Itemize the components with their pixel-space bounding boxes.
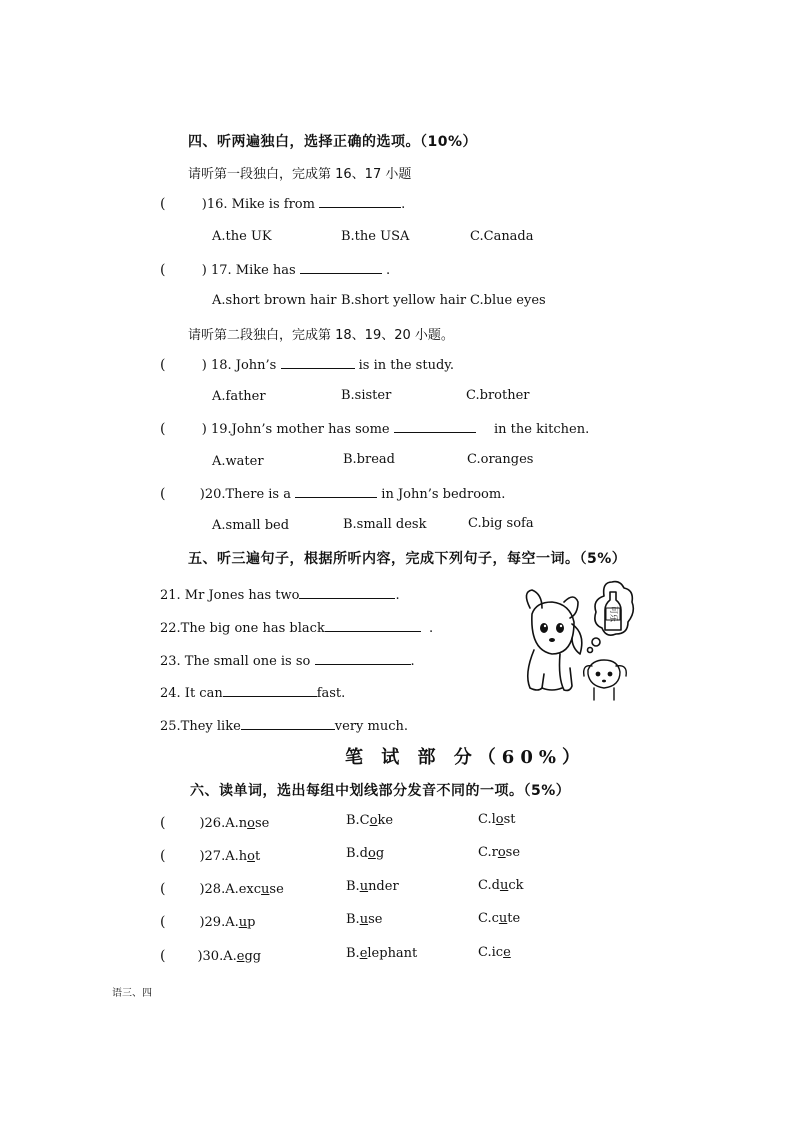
phonics-row-27: ( )27.A.hot bbox=[160, 848, 261, 864]
phonics-row-28: ( )28.A.excuse bbox=[160, 881, 284, 897]
phonics-28c: C.duck bbox=[478, 878, 524, 893]
option-17a: A.short brown hair bbox=[212, 293, 337, 308]
phonics-27b: B.dog bbox=[346, 846, 385, 861]
option-16a: A.the UK bbox=[212, 229, 272, 244]
phonics-29c: C.cute bbox=[478, 911, 521, 926]
phonics-26b: B.Coke bbox=[346, 813, 394, 828]
answer-blank[interactable] bbox=[394, 420, 476, 433]
answer-blank[interactable] bbox=[319, 195, 401, 208]
option-19b: B.bread bbox=[343, 452, 395, 467]
phonics-28b: B.under bbox=[346, 879, 399, 894]
page-footer: 语三、四 bbox=[112, 988, 152, 999]
answer-blank[interactable] bbox=[315, 652, 411, 665]
option-17c: C.blue eyes bbox=[470, 293, 546, 308]
phonics-27c: C.rose bbox=[478, 845, 521, 860]
option-18c: C.brother bbox=[466, 388, 530, 403]
option-18a: A.father bbox=[212, 389, 266, 404]
dog-illustration bbox=[512, 578, 642, 710]
section5-title: 五、听三遍句子，根据所听内容，完成下列句子，每空一词。（5%） bbox=[188, 551, 627, 567]
answer-blank[interactable] bbox=[281, 356, 355, 369]
option-20c: C.big sofa bbox=[468, 516, 534, 531]
phonics-row-26: ( )26.A.nose bbox=[160, 815, 270, 831]
phonics-26c: C.lost bbox=[478, 812, 516, 827]
phonics-29b: B.use bbox=[346, 912, 383, 927]
question-20: ( )20.There is a in John’s bedroom. bbox=[160, 486, 506, 502]
sentence-22: 22.The big one has black . bbox=[160, 621, 434, 636]
sentence-24: 24. It can fast. bbox=[160, 686, 346, 701]
bottle-label: 可乐 bbox=[609, 606, 618, 622]
option-20b: B.small desk bbox=[343, 517, 427, 532]
option-17b: B.short yellow hair bbox=[341, 293, 467, 308]
section4-title: 四、听两遍独白，选择正确的选项。（10%） bbox=[188, 134, 478, 150]
answer-blank[interactable] bbox=[295, 485, 377, 498]
phonics-30b: B.elephant bbox=[346, 946, 418, 961]
answer-blank[interactable] bbox=[299, 586, 395, 599]
section4-sub1: 请听第一段独白，完成第 16、17 小题 bbox=[188, 167, 412, 182]
sentence-21: 21. Mr Jones has two . bbox=[160, 588, 400, 603]
section4-sub2: 请听第二段独白，完成第 18、19、20 小题。 bbox=[188, 328, 454, 343]
option-19a: A.water bbox=[212, 454, 264, 469]
question-18: ( ) 18. John’s is in the study. bbox=[160, 357, 455, 373]
section6-title: 六、读单词，选出每组中划线部分发音不同的一项。（5%） bbox=[190, 783, 571, 799]
sentence-25: 25.They like very much. bbox=[160, 719, 408, 734]
option-16c: C.Canada bbox=[470, 229, 534, 244]
question-19: ( ) 19.John’s mother has some in the kitchen. bbox=[160, 421, 590, 437]
option-20a: A.small bed bbox=[212, 518, 290, 533]
phonics-30c: C.ice bbox=[478, 945, 511, 960]
option-18b: B.sister bbox=[341, 388, 392, 403]
answer-blank[interactable] bbox=[223, 684, 317, 697]
question-16: ( )16. Mike is from . bbox=[160, 196, 406, 212]
sentence-23: 23. The small one is so . bbox=[160, 654, 415, 669]
question-17: ( ) 17. Mike has . bbox=[160, 262, 391, 278]
phonics-row-29: ( )29.A.up bbox=[160, 914, 256, 930]
answer-blank[interactable] bbox=[300, 261, 382, 274]
answer-blank[interactable] bbox=[325, 619, 421, 632]
answer-blank[interactable] bbox=[241, 717, 335, 730]
option-19c: C.oranges bbox=[467, 452, 534, 467]
option-16b: B.the USA bbox=[341, 229, 410, 244]
phonics-row-30: ( )30.A.egg bbox=[160, 948, 262, 964]
written-section-title: 笔 试 部 分（60%） bbox=[345, 747, 586, 768]
